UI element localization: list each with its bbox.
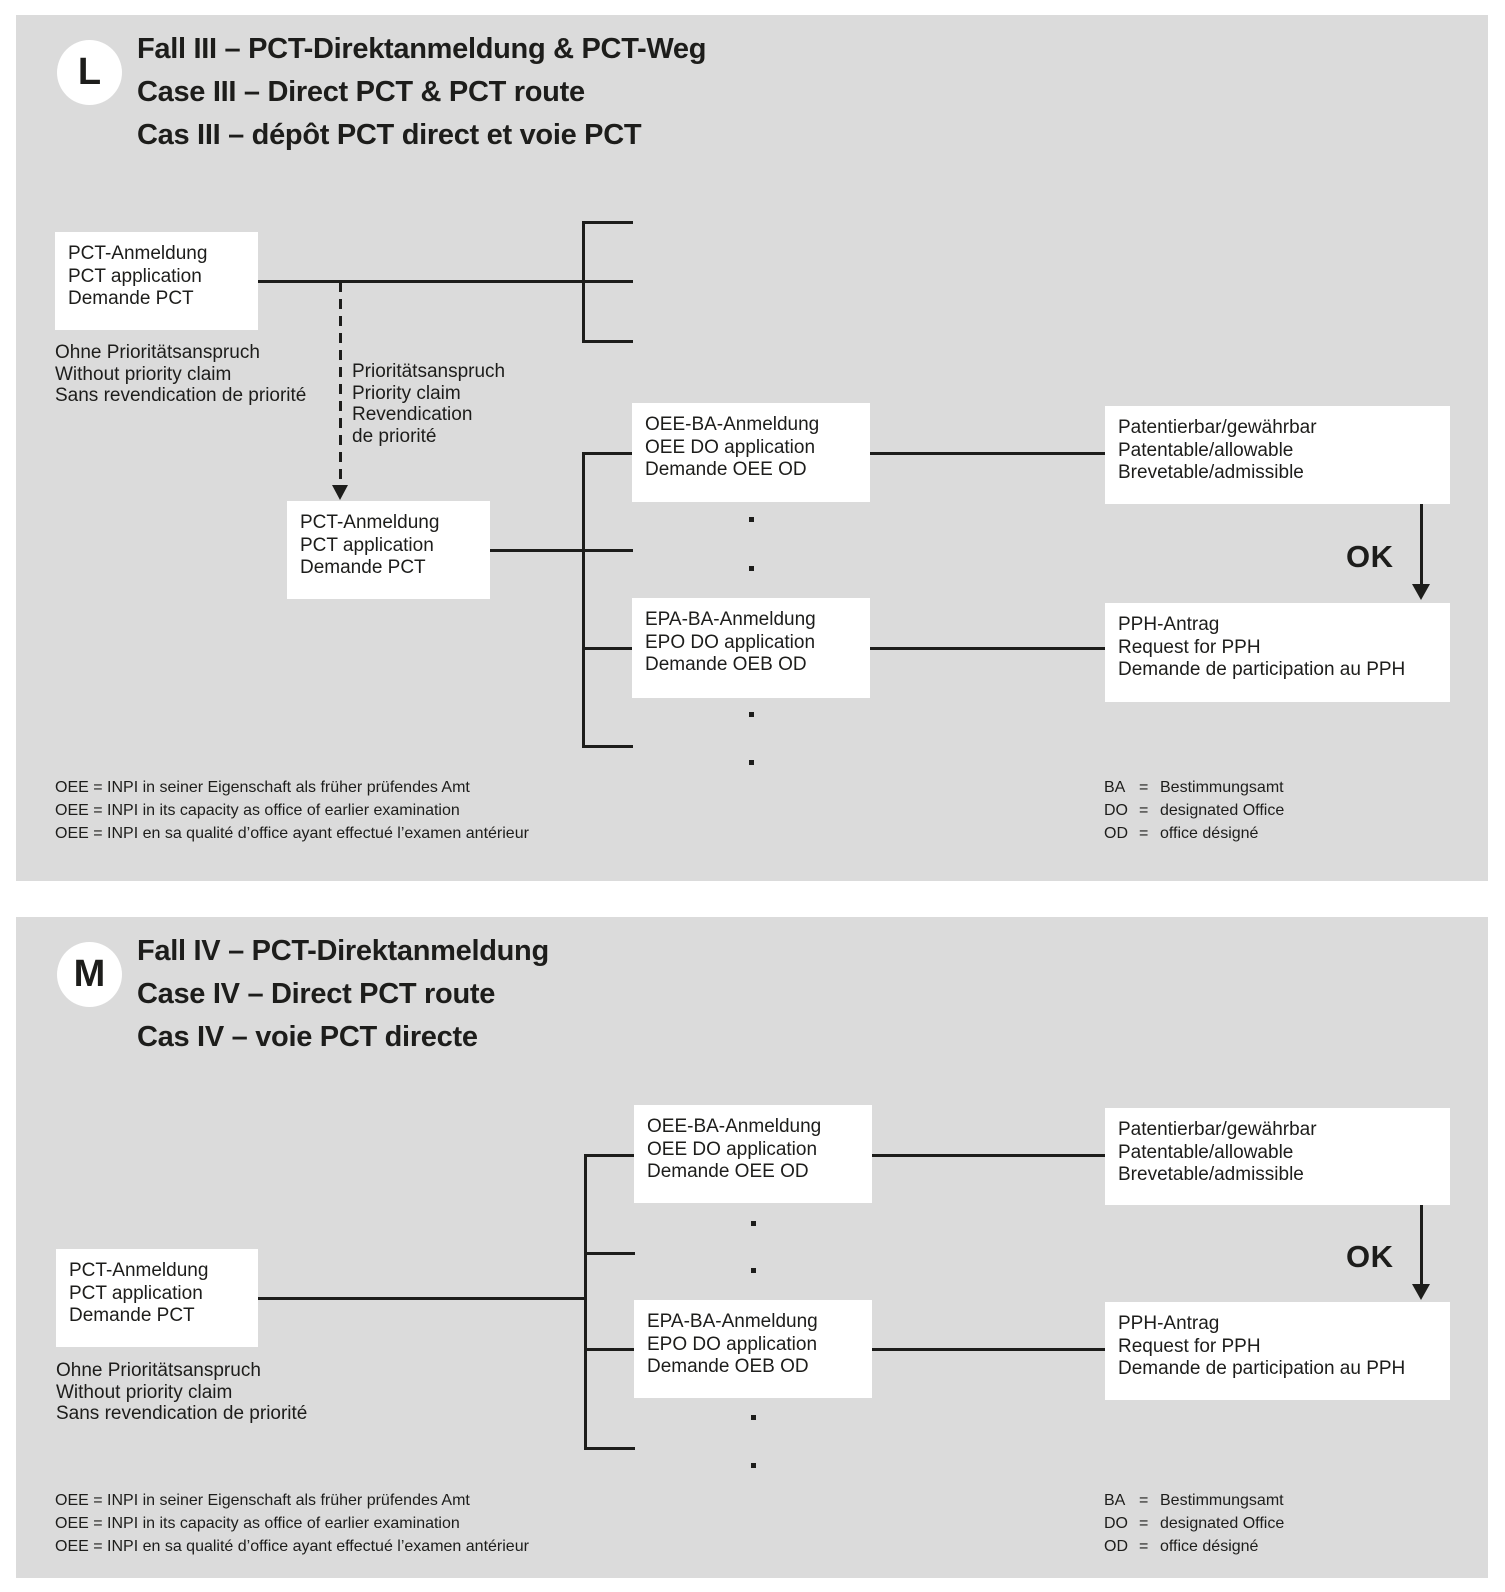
title-line-de: Fall III – PCT-Direktanmeldung & PCT-Weg — [137, 33, 707, 65]
ellipsis-dot — [751, 1221, 756, 1226]
ok-arrow-line — [1420, 1205, 1423, 1285]
connector-pct1-to-bracket — [258, 280, 633, 283]
pct-application-box — [56, 1249, 258, 1347]
badge-l-letter: L — [77, 51, 102, 93]
epo-do-application-box — [632, 598, 870, 698]
pct-application-box-2 — [287, 501, 490, 599]
footnote-line: OEE = INPI in seiner Eigenschaft als früher prüfendes Amt — [55, 779, 470, 796]
title-line-en: Case IV – Direct PCT route — [137, 978, 496, 1010]
box-text-line: OEE DO application — [647, 1138, 818, 1160]
box-text-line: Demande OEB OD — [647, 1356, 809, 1377]
box-text-line: PCT application — [68, 265, 202, 287]
pph-request-box — [1105, 603, 1450, 702]
without-priority-label — [55, 342, 306, 407]
pph-request-box — [1105, 1302, 1450, 1400]
box-text-line: Demande OEE OD — [645, 459, 807, 480]
oee-do-application-box — [634, 1105, 872, 1203]
box-text-line: Brevetable/admissible — [1118, 1164, 1304, 1185]
box-text-line: PCT application — [69, 1282, 203, 1304]
box-text-line: PCT-Anmeldung — [68, 243, 208, 264]
bracket-tick-epa — [584, 1348, 634, 1351]
box-text-line: PCT-Anmeldung — [69, 1260, 209, 1281]
footnote-abbr: OD — [1104, 1538, 1128, 1555]
ellipsis-dot — [749, 760, 754, 765]
label-line: de priorité — [352, 425, 437, 447]
priority-claim-label — [352, 361, 505, 447]
panel-case-4 — [16, 917, 1488, 1578]
footnote-abbr: DO — [1104, 802, 1128, 819]
footnote-abbr: DO — [1104, 1515, 1128, 1532]
footnote-oee — [55, 776, 529, 845]
footnote-eq: = — [1139, 1538, 1149, 1555]
title-line-fr: Cas III – dépôt PCT direct et voie PCT — [137, 119, 642, 151]
label-line: Revendication — [352, 404, 473, 425]
box-text-line: Request for PPH — [1118, 636, 1261, 658]
footnote-line: OEE = INPI en sa qualité d’office ayant effectué l’examen antérieur — [55, 1538, 529, 1555]
connector-oee-to-patentable — [870, 452, 1105, 455]
bracket-main-tick-oee — [582, 452, 632, 455]
panel-case-3 — [16, 15, 1488, 881]
panel-l-title — [137, 28, 706, 157]
box-text-line: OEE-BA-Anmeldung — [645, 414, 820, 435]
box-text-line: PCT-Anmeldung — [300, 512, 440, 533]
bracket-main-vertical — [582, 452, 585, 748]
footnote-eq: = — [1139, 779, 1149, 796]
footnote-abbreviations — [1104, 1489, 1284, 1558]
box-text-line: Brevetable/admissible — [1118, 462, 1304, 483]
connector-pct-to-bracket — [258, 1297, 587, 1300]
ok-arrowhead-icon — [1412, 584, 1430, 600]
connector-oee-to-patentable — [872, 1154, 1105, 1157]
badge-m-letter: M — [73, 953, 106, 995]
priority-dashed-line — [339, 282, 342, 485]
patentable-box — [1105, 1108, 1450, 1205]
box-text-line: Patentierbar/gewährbar — [1118, 1119, 1317, 1140]
footnote-eq: = — [1139, 802, 1149, 819]
ellipsis-dot — [751, 1415, 756, 1420]
bracket-top-tick-1 — [582, 221, 633, 224]
box-text-line: EPA-BA-Anmeldung — [647, 1311, 818, 1332]
footnote-text: designated Office — [1160, 802, 1285, 819]
panel-m-title — [137, 930, 549, 1059]
ok-label: OK — [1346, 1239, 1394, 1274]
box-text-line: Patentable/allowable — [1118, 439, 1294, 461]
label-line: Priority claim — [352, 382, 461, 404]
footnote-line: OEE = INPI en sa qualité d’office ayant effectué l’examen antérieur — [55, 825, 529, 842]
footnote-text: Bestimmungsamt — [1160, 779, 1284, 796]
label-line: Prioritätsanspruch — [352, 361, 506, 382]
label-line: Sans revendication de priorité — [55, 385, 307, 406]
badge-m — [57, 942, 122, 1007]
connector-epa-to-pph — [872, 1348, 1105, 1351]
box-text-line: EPO DO application — [647, 1333, 818, 1355]
footnote-text: office désigné — [1160, 1538, 1259, 1555]
ellipsis-dot — [749, 566, 754, 571]
footnote-line: OEE = INPI in its capacity as office of earlier examination — [55, 802, 460, 819]
footnote-text: designated Office — [1160, 1515, 1285, 1532]
label-line: Without priority claim — [55, 363, 232, 385]
ok-arrowhead-icon — [1412, 1284, 1430, 1300]
box-text-line: Patentable/allowable — [1118, 1141, 1294, 1163]
epo-do-application-box — [634, 1300, 872, 1398]
box-text-line: EPO DO application — [645, 631, 816, 653]
connector-epa-to-pph — [870, 647, 1105, 650]
ok-label: OK — [1346, 539, 1394, 574]
box-text-line: OEE-BA-Anmeldung — [647, 1116, 822, 1137]
bracket-tick-oee — [584, 1154, 634, 1157]
bracket-main-vertical — [584, 1155, 587, 1450]
badge-l — [57, 40, 122, 105]
footnote-eq: = — [1139, 1492, 1149, 1509]
box-text-line: PCT application — [300, 534, 434, 556]
label-line: Ohne Prioritätsanspruch — [56, 1360, 261, 1381]
box-text-line: Demande OEE OD — [647, 1161, 809, 1182]
bracket-top-vertical — [582, 221, 585, 343]
box-text-line: Demande de participation au PPH — [1118, 659, 1406, 680]
box-text-line: PPH-Antrag — [1118, 614, 1220, 635]
oee-do-application-box — [632, 403, 870, 502]
bracket-tick-stub-2 — [584, 1447, 635, 1450]
box-text-line: Demande de participation au PPH — [1118, 1358, 1406, 1379]
box-text-line: Patentierbar/gewährbar — [1118, 417, 1317, 438]
box-text-line: Request for PPH — [1118, 1335, 1261, 1357]
label-line: Ohne Prioritätsanspruch — [55, 342, 260, 363]
bracket-main-tick-stub — [582, 745, 633, 748]
box-text-line: Demande PCT — [69, 1305, 195, 1326]
title-line-fr: Cas IV – voie PCT directe — [137, 1021, 478, 1053]
label-line: Sans revendication de priorité — [56, 1403, 308, 1424]
title-line-de: Fall IV – PCT-Direktanmeldung — [137, 935, 549, 967]
ellipsis-dot — [749, 517, 754, 522]
box-text-line: OEE DO application — [645, 436, 816, 458]
box-text-line: PPH-Antrag — [1118, 1313, 1220, 1334]
ellipsis-dot — [751, 1268, 756, 1273]
ellipsis-dot — [751, 1463, 756, 1468]
priority-arrowhead-icon — [332, 485, 348, 500]
footnote-line: OEE = INPI in its capacity as office of earlier examination — [55, 1515, 460, 1532]
box-text-line: Demande OEB OD — [645, 654, 807, 675]
ok-arrow-line — [1420, 504, 1423, 585]
bracket-tick-stub-1 — [584, 1252, 635, 1255]
footnote-line: OEE = INPI in seiner Eigenschaft als früher prüfendes Amt — [55, 1492, 470, 1509]
footnote-abbreviations — [1104, 776, 1284, 845]
footnote-text: Bestimmungsamt — [1160, 1492, 1284, 1509]
footnote-abbr: OD — [1104, 825, 1128, 842]
footnote-text: office désigné — [1160, 825, 1259, 842]
bracket-main-tick-epa — [582, 647, 632, 650]
bracket-top-tick-3 — [582, 340, 633, 343]
pct-application-box-1 — [55, 232, 258, 330]
footnote-abbr: BA — [1104, 779, 1126, 796]
title-line-en: Case III – Direct PCT & PCT route — [137, 76, 585, 108]
box-text-line: EPA-BA-Anmeldung — [645, 609, 816, 630]
without-priority-label — [56, 1360, 307, 1425]
box-text-line: Demande PCT — [68, 288, 194, 309]
box-text-line: Demande PCT — [300, 557, 426, 578]
footnote-eq: = — [1139, 825, 1149, 842]
connector-pct2-to-bracket — [490, 549, 633, 552]
ellipsis-dot — [749, 712, 754, 717]
footnote-eq: = — [1139, 1515, 1149, 1532]
label-line: Without priority claim — [56, 1381, 233, 1403]
footnote-oee — [55, 1489, 529, 1558]
patentable-box — [1105, 406, 1450, 504]
footnote-abbr: BA — [1104, 1492, 1126, 1509]
